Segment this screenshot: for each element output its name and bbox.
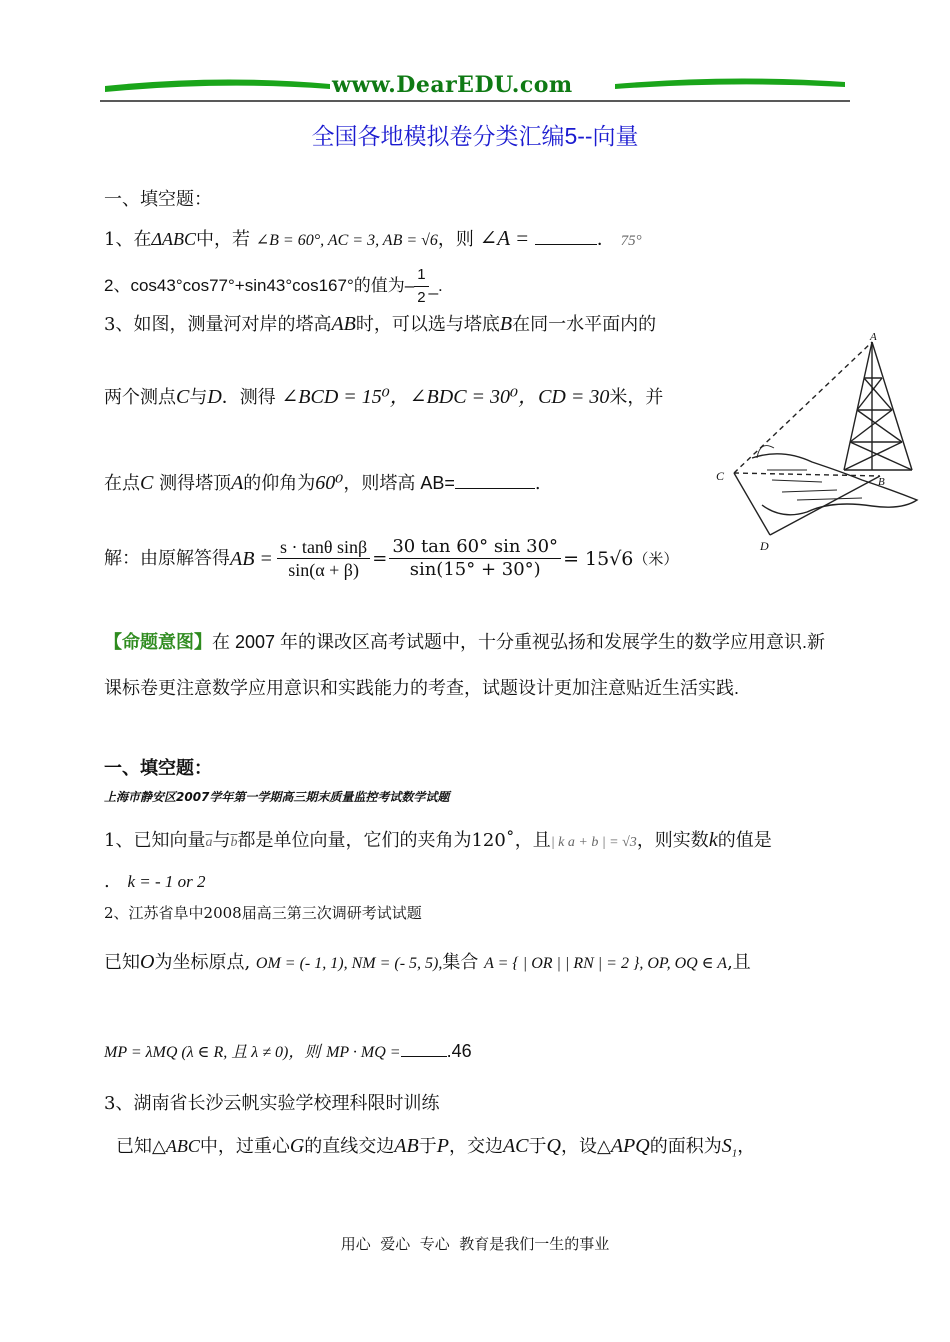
q2-period: . (438, 275, 443, 295)
s2q2-expr1: OM = (- 1, 1), NM = (- 5, 5), (255, 955, 443, 972)
s2q3-c: 的直线交边 (304, 1136, 395, 1157)
period: ． (596, 229, 615, 250)
s2-question-3 (116, 1134, 755, 1166)
s2q3-g: ，设△ (560, 1136, 611, 1157)
tower-figure (712, 330, 932, 560)
s2q2-c: 集合 (442, 952, 479, 973)
q3-l3-c: C (140, 472, 154, 494)
intent-line-1 (104, 619, 825, 665)
s2q1-a: 1、已知向量 (104, 830, 206, 851)
s2q3-d: 于 (418, 1136, 437, 1157)
source-1: 上海市静安区2007学年第一学期高三期末质量监控考试数学试题 (104, 790, 450, 804)
q3-l3-var: A (231, 472, 244, 494)
q2-tail: _ (428, 275, 439, 295)
source-2: 2、江苏省阜中2008届高三第三次调研考试试题 (104, 904, 422, 922)
q3-text-a: 3、如图，测量河对岸的塔高 (104, 314, 332, 335)
s2q1-b: 与 (212, 830, 231, 851)
s2q3-AB: AB (394, 1135, 419, 1157)
q3-l2-a: 两个测点 (104, 387, 176, 408)
s2q3-a: 已知△ (116, 1136, 166, 1157)
q1-mid: 中，若 (196, 229, 251, 250)
s2q3-e: ，交边 (448, 1136, 503, 1157)
q1-ask: ∠A = (479, 226, 530, 250)
q3-l2-tail: 米，并 (609, 387, 664, 408)
figure-label-b: B (878, 476, 885, 488)
equals-sign: = (372, 547, 388, 569)
intent-tag: 【命题意图】 (104, 632, 212, 652)
s2q2-expr2: , OP, OQ ∈ A (639, 955, 728, 972)
solution-lhs: AB = (230, 547, 273, 570)
q3-l3-angle: 60⁰ (315, 472, 344, 494)
s2q1-answer: k = - 1 or 2 (127, 872, 206, 891)
q3-l2-c: C (176, 386, 190, 408)
s2q2-line2-expr: MP · MQ = (326, 1044, 401, 1061)
fraction-denominator: 2 (417, 289, 426, 306)
q1-pre: 在 (133, 229, 152, 250)
q3-l2-expr: ∠BCD = 15⁰，∠BDC = 30⁰，CD = 30 (281, 386, 610, 408)
question-2 (104, 264, 443, 309)
s2-question-2-line-1 (104, 950, 751, 976)
q2-answer-sign: – (404, 275, 415, 295)
q3-l2-b: 与 (189, 387, 208, 408)
solution (104, 536, 678, 581)
s2q2-d: ,且 (727, 952, 751, 973)
s2q2-answer: .46 (446, 1041, 472, 1061)
s2q3-AC: AC (502, 1135, 529, 1157)
intent-text-1: 在 2007 年的课改区高考试题中，十分重视弘扬和发展学生的数学应用意识.新 (212, 632, 826, 652)
figure-label-a: A (870, 331, 877, 343)
q3-l2-d: D (207, 386, 222, 408)
q3-l3-tail: . (534, 473, 541, 494)
q1-condition: ∠B = 60°, AC = 3, AB = √6 (255, 232, 438, 249)
s2q3-S-sub: 1 (731, 1147, 738, 1160)
q1-then: ，则 (437, 229, 474, 250)
fraction-numerator: 30 tan 60° sin 30° (389, 536, 561, 559)
q3-var-ab: AB (331, 313, 356, 335)
s2q3-b: 中，过重心 (199, 1136, 290, 1157)
answer-blank (455, 470, 535, 489)
figure-label-c: C (716, 469, 725, 483)
figure-label-d: D (760, 539, 769, 553)
s2q1-expr: | k a + b | = √3 (550, 835, 637, 850)
q1-answer: 75° (620, 233, 642, 249)
s2q3-tail: ， (737, 1136, 756, 1157)
section-heading: 一、填空题： (104, 189, 212, 210)
s2q1-k: k (708, 829, 718, 851)
q2-text: 2、cos43°cos77°+sin43°cos167°的值为 (104, 275, 405, 295)
vector-a: $\overline{a}$ (205, 835, 213, 850)
s2q3-abc: ABC (165, 1136, 200, 1156)
q3-l3-a: 在点 (104, 473, 140, 494)
fraction-1 (277, 536, 370, 581)
s2-question-2-line-2 (104, 1038, 472, 1065)
s2q3-G: G (289, 1135, 305, 1157)
section-2-heading: 一、填空题： (104, 758, 212, 779)
s2q1-dot: . (104, 871, 110, 892)
solution-unit: （米） (633, 549, 679, 568)
question-number: 1、 (104, 229, 134, 250)
intent-paragraph (104, 619, 825, 711)
s2q2-b: 为坐标原点, (154, 952, 251, 973)
fraction-denominator: sin(α + β) (288, 560, 359, 580)
vector-b: $\overline{b}$ (230, 835, 238, 850)
q3-l3-d: ，则塔高 AB= (343, 473, 455, 493)
s2q1-d: ，则实数 (636, 830, 709, 851)
fraction-numerator: 1 (414, 264, 428, 287)
s2q2-set: A = { | OR | | RN | = 2 } (484, 955, 640, 972)
q3-text-b: 时，可以选与塔底 (355, 314, 500, 335)
question-3-line-2 (104, 385, 663, 410)
solution-label: 解：由原解答得 (104, 547, 230, 569)
q3-l3-c2: 的仰角为 (243, 473, 316, 494)
s2q3-f: 于 (528, 1136, 547, 1157)
fraction-2 (389, 536, 561, 581)
q1-triangle: ΔABC (151, 229, 197, 249)
answer-blank (535, 226, 597, 245)
s2q3-P: P (436, 1135, 449, 1157)
question-3-line-1 (104, 312, 656, 337)
question-3-line-3 (104, 470, 541, 496)
q3-text-c: 在同一水平面内的 (512, 314, 657, 335)
q2-answer-fraction (414, 264, 428, 309)
source-3: 3、湖南省长沙云帆实验学校理科限时训练 (104, 1093, 440, 1114)
footer-text: 用心 爱心 专心 教育是我们一生的事业 (340, 1235, 610, 1253)
question-1 (104, 226, 642, 253)
fraction-numerator: s · tanθ sinβ (277, 536, 370, 559)
s2q1-c: 都是单位向量，它们的夹角为120˚，且 (237, 830, 551, 851)
intent-line-2: 课标卷更注意数学应用意识和实践能力的考查，试题设计更加注意贴近生活实践. (104, 678, 739, 698)
answer-blank (401, 1038, 447, 1057)
solution-result: = 15√6 (563, 547, 634, 570)
s2q3-APQ: APQ (610, 1135, 650, 1157)
page-title: 全国各地模拟卷分类汇编5--向量 (311, 123, 639, 149)
fraction-denominator: sin(15° + 30°) (409, 559, 541, 580)
s2q3-h: 的面积为 (649, 1136, 722, 1157)
logo-text: www.DearEDU.com (332, 72, 573, 98)
s2q2-line2: MP = λMQ (λ ∈ R, 且 λ ≠ 0)，则 (104, 1044, 321, 1061)
q3-l2-c2: ．测得 (221, 387, 276, 408)
header-banner (100, 72, 850, 104)
s2-question-1-answer-line (104, 870, 206, 894)
s2q3-Q: Q (546, 1135, 561, 1157)
q3-l3-b: 测得塔顶 (159, 473, 232, 494)
s2q2-a: 已知 (104, 952, 140, 973)
s2-question-1 (104, 828, 772, 855)
s2q1-e: 的值是 (717, 830, 772, 851)
q3-var-b: B (499, 313, 513, 335)
s2q3-S: S (721, 1135, 732, 1157)
s2q2-O: O (140, 951, 155, 973)
